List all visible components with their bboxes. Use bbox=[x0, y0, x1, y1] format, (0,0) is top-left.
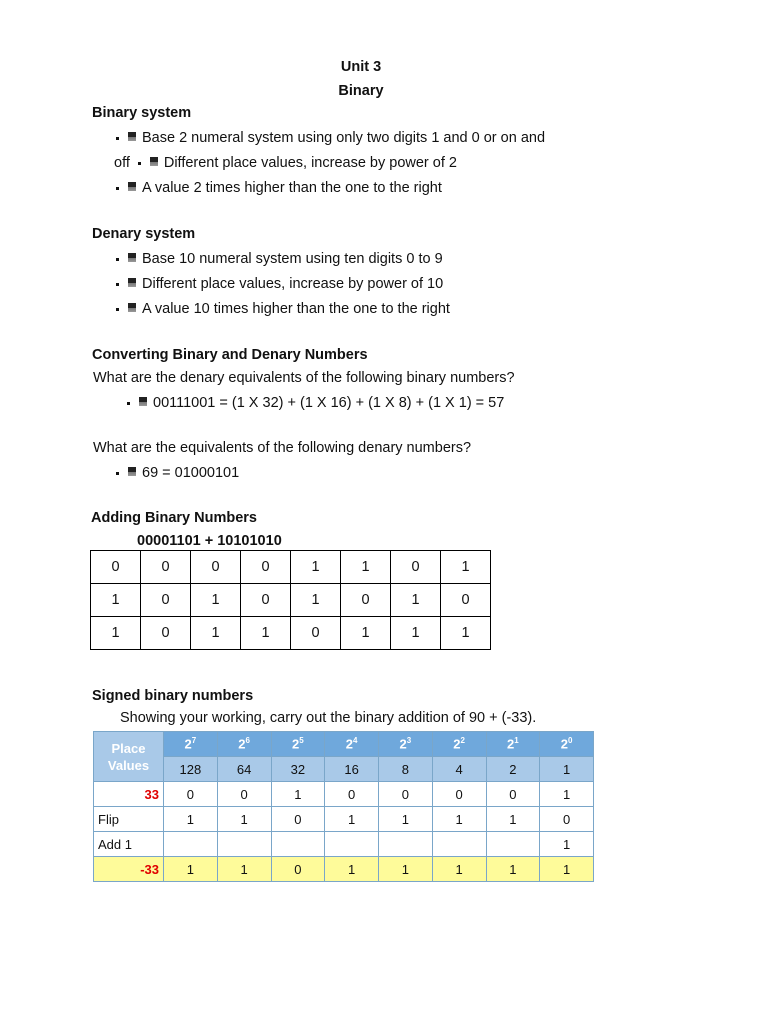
table-cell bbox=[271, 832, 325, 857]
table-cell: 1 bbox=[291, 551, 341, 584]
table-row bbox=[94, 857, 594, 882]
power-cell: $2^2$ bbox=[432, 732, 486, 757]
table-cell: 1 bbox=[91, 617, 141, 650]
place-value-cell: 64 bbox=[217, 757, 271, 782]
table-cell: 0 bbox=[141, 584, 191, 617]
table-cell: 0 bbox=[141, 551, 191, 584]
bullet-dot-icon bbox=[138, 162, 141, 165]
bullet-dot-icon bbox=[116, 472, 119, 475]
table-cell: 1 bbox=[164, 807, 218, 832]
bullet-dot-icon bbox=[116, 283, 119, 286]
table-cell: 1 bbox=[432, 807, 486, 832]
table-cell: 1 bbox=[379, 857, 433, 882]
bullet-square-icon bbox=[139, 397, 147, 406]
binary-item-3: A value 2 times higher than the one to the right bbox=[116, 180, 442, 196]
table-cell: 1 bbox=[391, 617, 441, 650]
bullet-square-icon bbox=[150, 157, 158, 166]
table-row bbox=[94, 732, 594, 757]
place-value-cell: 16 bbox=[325, 757, 379, 782]
table-cell: 0 bbox=[486, 782, 540, 807]
table-cell: 1 bbox=[191, 617, 241, 650]
table-cell: 1 bbox=[271, 782, 325, 807]
place-value-cell: 4 bbox=[432, 757, 486, 782]
bullet-dot-icon bbox=[116, 308, 119, 311]
bullet-square-icon bbox=[128, 132, 136, 141]
power-cell: $2^0$ bbox=[540, 732, 594, 757]
table-cell bbox=[217, 832, 271, 857]
place-value-cell: 8 bbox=[379, 757, 433, 782]
bullet-square-icon bbox=[128, 467, 136, 476]
page-subtitle: Binary bbox=[338, 83, 384, 99]
denary-item-1: Base 10 numeral system using ten digits 0 to 9 bbox=[116, 251, 443, 267]
table-cell: 1 bbox=[379, 807, 433, 832]
denary-item-3: A value 10 times higher than the one to the right bbox=[116, 301, 450, 317]
table-cell: 0 bbox=[164, 782, 218, 807]
power-cell: $2^4$ bbox=[325, 732, 379, 757]
row-label: 33 bbox=[94, 782, 164, 807]
table-cell: 0 bbox=[540, 807, 594, 832]
table-cell bbox=[164, 832, 218, 857]
bullet-square-icon bbox=[128, 253, 136, 262]
table-cell: 1 bbox=[486, 807, 540, 832]
table-cell: 0 bbox=[141, 617, 191, 650]
binary-item-1: Base 2 numeral system using only two digits 1 and 0 or on and bbox=[116, 130, 545, 146]
row-label: Flip bbox=[94, 807, 164, 832]
table-cell: 1 bbox=[441, 551, 491, 584]
table-row bbox=[94, 832, 594, 857]
table-cell: 1 bbox=[540, 857, 594, 882]
adding-sum: 00001101 + 10101010 bbox=[137, 533, 282, 549]
table-row bbox=[91, 584, 491, 617]
table-cell: 0 bbox=[217, 782, 271, 807]
bullet-square-icon bbox=[128, 278, 136, 287]
table-cell: 1 bbox=[241, 617, 291, 650]
table-cell: 0 bbox=[325, 782, 379, 807]
table-row bbox=[94, 782, 594, 807]
table-cell: 1 bbox=[432, 857, 486, 882]
converting-answer-1: 00111001 = (1 X 32) + (1 X 16) + (1 X 8) + (1 X 1) = 57 bbox=[127, 395, 504, 411]
power-cell: $2^5$ bbox=[271, 732, 325, 757]
table-cell: 1 bbox=[341, 617, 391, 650]
power-cell: $2^7$ bbox=[164, 732, 218, 757]
table-row bbox=[91, 551, 491, 584]
converting-question-1: What are the denary equivalents of the following binary numbers? bbox=[93, 370, 515, 386]
power-cell: $2^1$ bbox=[486, 732, 540, 757]
binary-item-2: off Different place values, increase by power of 2 bbox=[114, 155, 457, 171]
adding-heading: Adding Binary Numbers bbox=[91, 510, 257, 526]
table-cell: 0 bbox=[241, 551, 291, 584]
table-cell: 0 bbox=[191, 551, 241, 584]
place-value-cell: 1 bbox=[540, 757, 594, 782]
table-row bbox=[94, 807, 594, 832]
table-cell: 0 bbox=[441, 584, 491, 617]
table-cell bbox=[325, 832, 379, 857]
bullet-square-icon bbox=[128, 303, 136, 312]
power-cell: $2^6$ bbox=[217, 732, 271, 757]
table-cell: 0 bbox=[432, 782, 486, 807]
table-cell: 0 bbox=[91, 551, 141, 584]
table-cell: 1 bbox=[217, 857, 271, 882]
adding-table bbox=[90, 550, 491, 650]
table-cell: 1 bbox=[341, 551, 391, 584]
row-label: -33 bbox=[94, 857, 164, 882]
table-row bbox=[94, 757, 594, 782]
bullet-dot-icon bbox=[116, 137, 119, 140]
row-label: Add 1 bbox=[94, 832, 164, 857]
table-cell: 1 bbox=[325, 807, 379, 832]
table-cell: 1 bbox=[540, 832, 594, 857]
bullet-square-icon bbox=[128, 182, 136, 191]
converting-answer-2: 69 = 01000101 bbox=[116, 465, 239, 481]
table-cell: 1 bbox=[540, 782, 594, 807]
table-cell: 0 bbox=[271, 807, 325, 832]
bullet-dot-icon bbox=[116, 258, 119, 261]
table-cell: 1 bbox=[217, 807, 271, 832]
bullet-dot-icon bbox=[127, 402, 130, 405]
table-cell bbox=[379, 832, 433, 857]
table-cell: 0 bbox=[391, 551, 441, 584]
table-cell: 1 bbox=[325, 857, 379, 882]
table-cell: 0 bbox=[271, 857, 325, 882]
converting-question-2: What are the equivalents of the following denary numbers? bbox=[93, 440, 472, 456]
converting-heading: Converting Binary and Denary Numbers bbox=[92, 347, 368, 363]
denary-item-2: Different place values, increase by power of 10 bbox=[116, 276, 443, 292]
denary-heading: Denary system bbox=[92, 226, 196, 242]
place-value-cell: 2 bbox=[486, 757, 540, 782]
table-cell: 1 bbox=[441, 617, 491, 650]
power-cell: $2^3$ bbox=[379, 732, 433, 757]
table-cell bbox=[486, 832, 540, 857]
table-cell: 0 bbox=[341, 584, 391, 617]
table-row bbox=[91, 617, 491, 650]
page-title: Unit 3 bbox=[340, 59, 382, 75]
table-cell: 1 bbox=[486, 857, 540, 882]
table-cell: 1 bbox=[291, 584, 341, 617]
signed-heading: Signed binary numbers bbox=[92, 688, 254, 704]
table-cell: 0 bbox=[241, 584, 291, 617]
table-cell bbox=[432, 832, 486, 857]
place-value-cell: 128 bbox=[164, 757, 218, 782]
table-cell: 0 bbox=[379, 782, 433, 807]
binary-heading: Binary system bbox=[92, 105, 192, 121]
table-cell: 1 bbox=[391, 584, 441, 617]
signed-table bbox=[93, 731, 594, 882]
place-values-label: Place Values bbox=[94, 732, 164, 782]
table-cell: 0 bbox=[291, 617, 341, 650]
table-cell: 1 bbox=[91, 584, 141, 617]
place-value-cell: 32 bbox=[271, 757, 325, 782]
bullet-dot-icon bbox=[116, 187, 119, 190]
signed-prompt: Showing your working, carry out the binary addition of 90 + (-33). bbox=[120, 710, 537, 726]
table-cell: 1 bbox=[191, 584, 241, 617]
table-cell: 1 bbox=[164, 857, 218, 882]
